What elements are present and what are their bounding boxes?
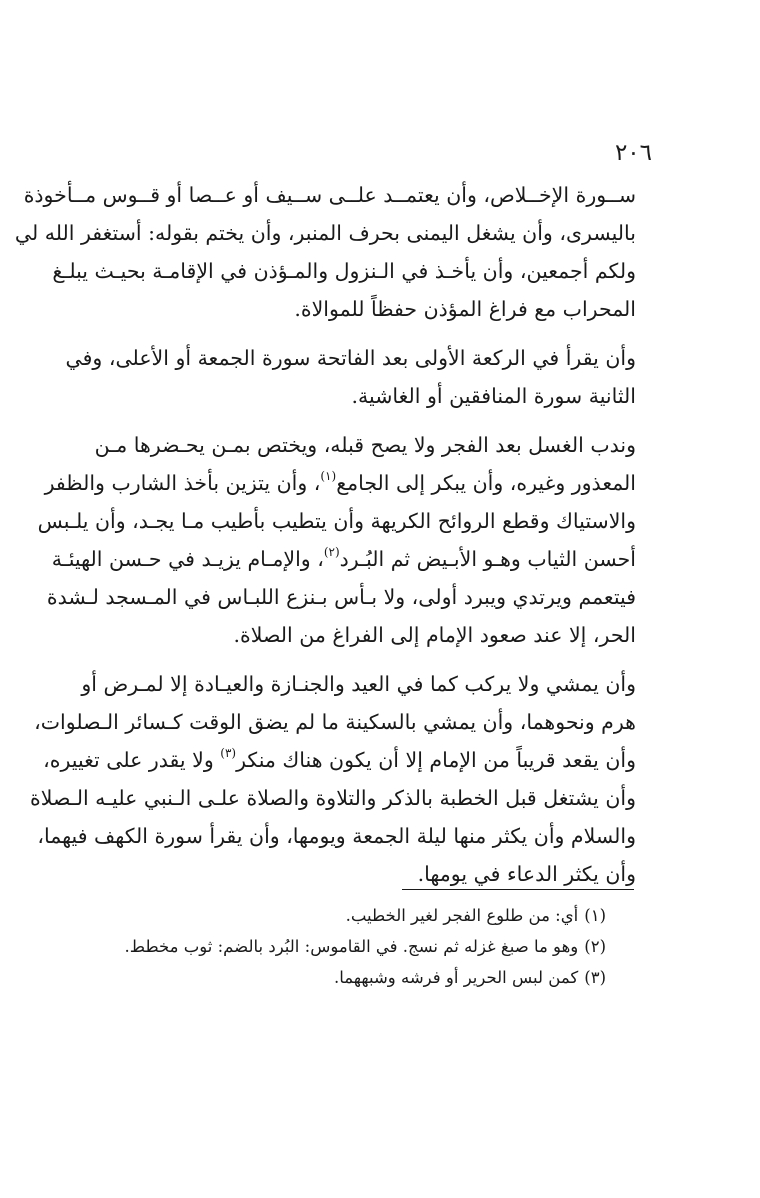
footnote-item xyxy=(96,962,606,993)
footnote-number: (٣) xyxy=(584,968,606,987)
paragraph xyxy=(14,176,636,328)
footnote-item xyxy=(96,931,606,962)
footnote-marker[interactable]: (١) xyxy=(320,469,337,484)
text-line xyxy=(51,540,636,578)
footnote-marker[interactable]: (٣) xyxy=(220,746,237,761)
text-line: وأن يمشي ولا يركب كما في العيد والجنـازة والعيـادة إلا لمـرض أو xyxy=(81,672,636,696)
text-line: وأن يكثر الدعاء في يومها. xyxy=(417,862,636,886)
text-segment: ، وأن يتزين بأخذ الشارب والظفر xyxy=(44,471,321,495)
footnote-text: أي: من طلوع الفجر لغير الخطيب. xyxy=(345,906,579,925)
text-line: وأن يشتغل قبل الخطبة بالذكر والتلاوة والصلاة علـى الـنبي عليـه الـصلاة xyxy=(29,786,636,810)
text-segment: وأن يقعد قريباً من الإمام إلا أن يكون هناك منكر xyxy=(236,748,636,772)
footnotes xyxy=(96,900,606,993)
main-text xyxy=(14,176,636,893)
text-segment: أحسن الثياب وهـو الأبـيض ثم البُـرد xyxy=(339,547,636,571)
text-line: الثانية سورة المنافقين أو الغاشية. xyxy=(351,384,636,408)
text-segment: المعذور وغيره، وأن يبكر إلى الجامع xyxy=(336,471,636,495)
footnote-number: (٢) xyxy=(584,937,606,956)
paragraph xyxy=(37,426,636,654)
text-line xyxy=(43,741,636,779)
text-line: وأن يقرأ في الركعة الأولى بعد الفاتحة سورة الجمعة أو الأعلى، وفي xyxy=(65,346,636,370)
text-line: فيتعمم ويرتدي ويبرد أولى، ولا بـأس بـنزع اللبـاس في المـسجد لـشدة xyxy=(46,585,636,609)
text-line: هرم ونحوهما، وأن يمشي بالسكينة ما لم يضق الوقت كـسائر الـصلوات، xyxy=(34,710,636,734)
text-line: والسلام وأن يكثر منها ليلة الجمعة ويومها، وأن يقرأ سورة الكهف فيهما، xyxy=(37,824,636,848)
footnote-text: كمن لبس الحرير أو فرشه وشبههما. xyxy=(333,968,579,987)
paragraph xyxy=(65,339,636,415)
footnote-marker[interactable]: (٢) xyxy=(323,545,340,560)
text-line: ولكم أجمعين، وأن يأخـذ في الـنزول والمـؤذن في الإقامـة بحيـث يبلـغ xyxy=(52,259,636,283)
footnote-item xyxy=(96,900,606,931)
footnote-number: (١) xyxy=(584,906,606,925)
text-line: المحراب مع فراغ المؤذن حفظاً للموالاة. xyxy=(294,297,636,321)
text-line: ســورة الإخــلاص، وأن يعتمــد علــى ســيف أو عــصا أو قــوس مــأخوذة xyxy=(23,183,636,207)
text-line: والاستياك وقطع الروائح الكريهة وأن يتطيب بأطيب مـا يجـد، وأن يلـبس xyxy=(37,509,636,533)
text-line: الحر، إلا عند صعود الإمام إلى الفراغ من الصلاة. xyxy=(233,623,636,647)
footnote-divider xyxy=(402,889,634,890)
text-line: وندب الغسل بعد الفجر ولا يصح قبله، ويختص بمـن يحـضرها مـن xyxy=(94,433,636,457)
footnote-text: وهو ما صبغ غزله ثم نسج. في القاموس: البُرد بالضم: ثوب مخطط. xyxy=(124,937,579,956)
paragraph xyxy=(29,665,636,893)
text-line: باليسرى، وأن يشغل اليمنى بحرف المنبر، وأن يختم بقوله: أستغفر الله لي xyxy=(14,221,636,245)
text-line xyxy=(44,464,636,502)
text-segment: ، والإمـام يزيـد في حـسن الهيئـة xyxy=(51,547,324,571)
text-segment: ولا يقدر على تغييره، xyxy=(43,748,221,772)
page-number: ٢٠٦ xyxy=(614,140,652,166)
